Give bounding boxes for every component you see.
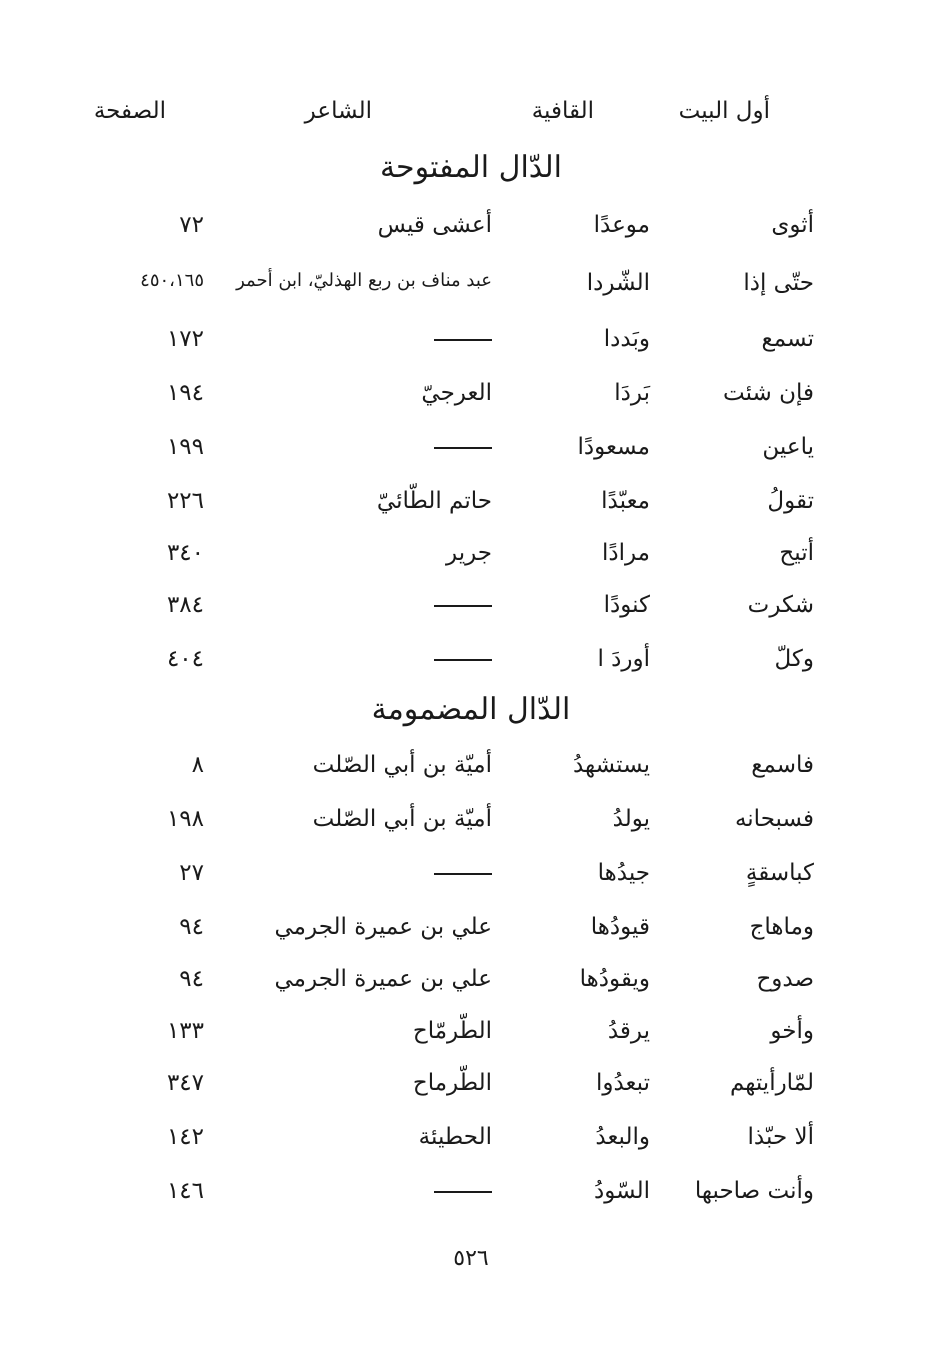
unknown-poet-dash [434,339,492,341]
poet-cell: الطّرمّاح [412,1018,492,1044]
rhyme-cell: كنودًا [603,592,650,618]
first-verse-cell: شكرت [747,592,814,618]
first-verse-cell: كباسقةٍ [745,860,814,886]
poet-cell: علي بن عميرة الجرمي [274,966,492,992]
first-verse-cell: ياعين [762,434,814,460]
poet-cell: حاتم الطّائيّ [376,488,492,514]
rhyme-cell: مرادًا [601,540,650,566]
page-cell: ١٩٩ [166,434,204,460]
rhyme-cell: موعدًا [593,212,650,238]
rhyme-cell: يستشهدُ [572,752,650,778]
poet-cell: عبد مناف بن ربع الهذليّ، ابن أحمر [236,270,492,291]
poet-cell [434,592,492,618]
rhyme-cell: ويقودُها [579,966,650,992]
poet-cell: الحطيئة [418,1124,492,1150]
unknown-poet-dash [434,605,492,607]
poet-cell: الطّرماح [412,1070,492,1096]
page-cell: ٢٧ [179,860,204,886]
rhyme-cell: قيودُها [590,914,650,940]
rhyme-cell: يولدُ [612,806,650,832]
first-verse-cell: فاسمع [751,752,814,778]
page-cell: ٤٥٠،١٦٥ [140,270,204,291]
page-cell: ١٩٨ [166,806,204,832]
first-verse-cell: وماهاج [749,914,814,940]
rhyme-cell: معبّدًا [601,488,650,514]
poet-cell: جرير [446,540,492,566]
page-cell: ١٤٢ [166,1124,204,1150]
page-cell: ٣٤٧ [166,1070,204,1096]
first-verse-cell: لمّارأيتهم [729,1070,814,1096]
rhyme-cell: السّودُ [593,1178,650,1204]
first-verse-cell: تقولُ [767,488,814,514]
rhyme-cell: بَردَا [614,380,650,406]
page-cell: ١٤٦ [166,1178,204,1204]
first-verse-cell: حتّى إذا [743,270,814,296]
section-title: الدّال المفتوحة [379,150,563,185]
first-verse-cell: فسبحانه [734,806,814,832]
poet-cell [434,646,492,672]
poet-cell: علي بن عميرة الجرمي [274,914,492,940]
page-cell: ١٣٣ [166,1018,204,1044]
header-poet: الشاعر [304,98,372,124]
first-verse-cell: فإن شئت [722,380,814,406]
first-verse-cell: أتيح [779,540,814,566]
poet-cell [434,860,492,886]
poet-cell [434,326,492,352]
section-title: الدّال المضمومة [371,692,571,727]
rhyme-cell: الشّردا [586,270,650,296]
first-verse-cell: وكلّ [774,646,814,672]
rhyme-cell: مسعودًا [577,434,650,460]
rhyme-cell: جيدُها [597,860,650,886]
page-cell: ٧٢ [179,212,204,238]
page-cell: ٨ [191,752,204,778]
page-number: ٥٢٦ [453,1246,489,1271]
poet-cell: أميّة بن أبي الصّلت [312,806,492,832]
header-rhyme: القافية [531,98,594,124]
first-verse-cell: أثوى [771,212,814,238]
poet-cell: العرجيّ [421,380,492,406]
unknown-poet-dash [434,1191,492,1193]
first-verse-cell: وأخو [770,1018,814,1044]
first-verse-cell: صدوح [756,966,814,992]
page-cell: ٩٤ [179,966,204,992]
rhyme-cell: يرقدُ [607,1018,650,1044]
page-cell: ٣٤٠ [166,540,204,566]
page-cell: ١٧٢ [166,326,204,352]
poet-cell [434,1178,492,1204]
unknown-poet-dash [434,447,492,449]
page-cell: ٤٠٤ [166,646,204,672]
poet-cell [434,434,492,460]
page-cell: ٩٤ [179,914,204,940]
rhyme-cell: أوردَ ا [597,646,650,672]
rhyme-cell: وبَددا [603,326,650,352]
first-verse-cell: ألا حبّذا [747,1124,814,1150]
unknown-poet-dash [434,873,492,875]
page-cell: ٣٨٤ [166,592,204,618]
rhyme-cell: والبعدُ [595,1124,650,1150]
poet-cell: أعشى قيس [377,212,492,238]
first-verse-cell: وأنت صاحبها [694,1178,814,1204]
header-page: الصفحة [93,98,166,124]
unknown-poet-dash [434,659,492,661]
rhyme-cell: تبعدُوا [595,1070,650,1096]
poet-cell: أميّة بن أبي الصّلت [312,752,492,778]
first-verse-cell: تسمع [761,326,814,352]
page-cell: ١٩٤ [166,380,204,406]
header-first-verse: أول البيت [678,98,770,124]
page-cell: ٢٢٦ [166,488,204,514]
